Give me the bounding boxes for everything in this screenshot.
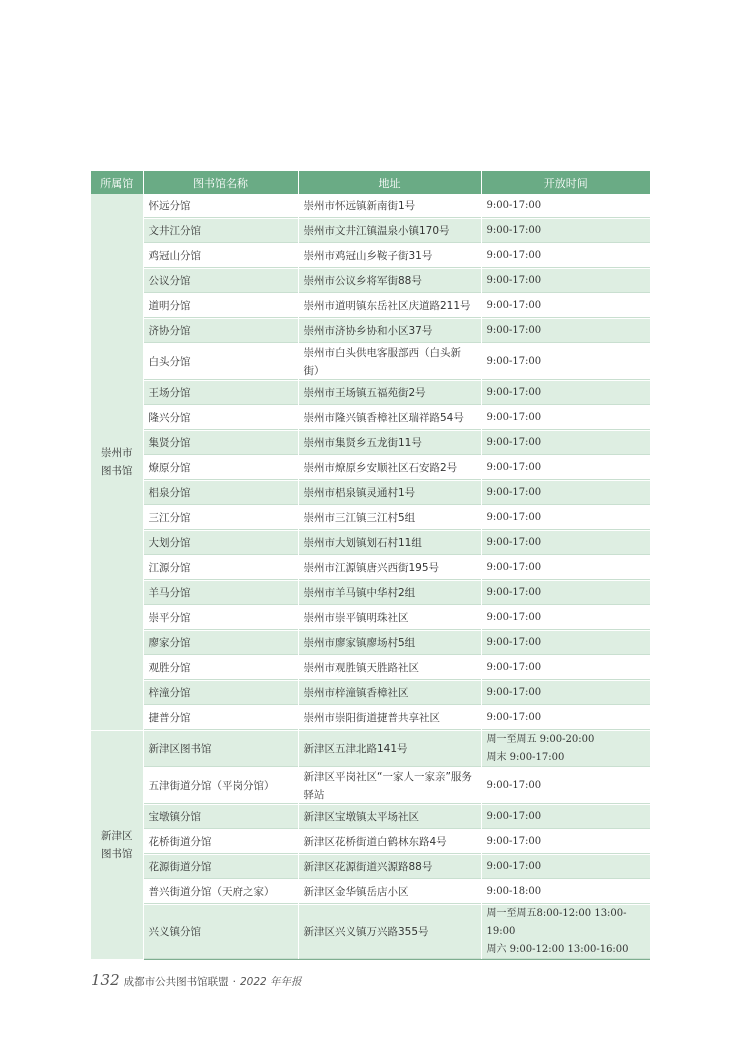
hours-cell: 9:00-17:00 — [481, 768, 650, 805]
address-cell: 崇州市白头供电客服部西（白头新街） — [298, 344, 481, 381]
table-row — [91, 768, 650, 805]
address-cell: 崇州市江源镇唐兴西街195号 — [298, 556, 481, 581]
header-branch: 所属馆 — [91, 171, 143, 194]
address-cell: 崇州市公议乡将军街88号 — [298, 269, 481, 294]
table-row — [91, 731, 650, 768]
hours-cell: 9:00-17:00 — [481, 194, 650, 219]
page-number: 132 — [91, 971, 120, 989]
hours-cell: 周一至周五8:00-12:00 13:00-19:00 周六 9:00-12:00 13:00-16:00 — [481, 905, 650, 960]
table-row — [91, 855, 650, 880]
year-report: 2022 年年报 — [239, 976, 302, 988]
table-row — [91, 681, 650, 706]
address-cell: 崇州市隆兴镇香樟社区瑞祥路54号 — [298, 406, 481, 431]
table-header-row — [91, 171, 650, 194]
library-name-cell: 宝墩镇分馆 — [143, 805, 298, 830]
hours-cell: 9:00-17:00 — [481, 656, 650, 681]
header-address: 地址 — [298, 171, 481, 194]
library-name-cell: 崇平分馆 — [143, 606, 298, 631]
table-row — [91, 294, 650, 319]
library-name-cell: 观胜分馆 — [143, 656, 298, 681]
library-name-cell: 济协分馆 — [143, 319, 298, 344]
table-row — [91, 606, 650, 631]
library-name-cell: 道明分馆 — [143, 294, 298, 319]
table-row — [91, 406, 650, 431]
header-library-name: 图书馆名称 — [143, 171, 298, 194]
hours-cell: 9:00-17:00 — [481, 319, 650, 344]
table-row — [91, 531, 650, 556]
address-cell: 崇州市观胜镇天胜路社区 — [298, 656, 481, 681]
branch-cell: 崇州市 图书馆 — [91, 194, 143, 731]
footer-separator: · — [232, 976, 236, 988]
address-cell: 新津区花桥街道白鹤林东路4号 — [298, 830, 481, 855]
library-table — [91, 171, 650, 960]
hours-cell: 9:00-17:00 — [481, 606, 650, 631]
address-cell: 新津区宝墩镇太平场社区 — [298, 805, 481, 830]
address-cell: 新津区花源街道兴源路88号 — [298, 855, 481, 880]
hours-cell: 9:00-17:00 — [481, 506, 650, 531]
hours-cell: 9:00-17:00 — [481, 581, 650, 606]
table-row — [91, 344, 650, 381]
hours-cell: 9:00-18:00 — [481, 880, 650, 905]
table-row — [91, 905, 650, 960]
table-row — [91, 805, 650, 830]
hours-cell: 9:00-17:00 — [481, 406, 650, 431]
table-row — [91, 381, 650, 406]
page-footer — [91, 971, 302, 989]
address-cell: 崇州市梠泉镇灵通村1号 — [298, 481, 481, 506]
address-cell: 崇州市王场镇五福苑街2号 — [298, 381, 481, 406]
library-name-cell: 公议分馆 — [143, 269, 298, 294]
library-name-cell: 王场分馆 — [143, 381, 298, 406]
library-name-cell: 文井江分馆 — [143, 219, 298, 244]
hours-cell: 9:00-17:00 — [481, 531, 650, 556]
address-cell: 崇州市廖家镇廖场村5组 — [298, 631, 481, 656]
library-name-cell: 新津区图书馆 — [143, 731, 298, 768]
library-name-cell: 兴义镇分馆 — [143, 905, 298, 960]
hours-cell: 9:00-17:00 — [481, 556, 650, 581]
table-row — [91, 880, 650, 905]
address-cell: 新津区平岗社区“一家人一家亲”服务驿站 — [298, 768, 481, 805]
hours-cell: 周一至周五 9:00-20:00 周末 9:00-17:00 — [481, 731, 650, 768]
library-name-cell: 花桥街道分馆 — [143, 830, 298, 855]
library-name-cell: 羊马分馆 — [143, 581, 298, 606]
table-row — [91, 456, 650, 481]
hours-cell: 9:00-17:00 — [481, 855, 650, 880]
library-name-cell: 白头分馆 — [143, 344, 298, 381]
table-row — [91, 506, 650, 531]
table-body — [91, 194, 650, 960]
hours-cell: 9:00-17:00 — [481, 294, 650, 319]
address-cell: 崇州市燎原乡安顺社区石安路2号 — [298, 456, 481, 481]
hours-cell: 9:00-17:00 — [481, 706, 650, 731]
hours-cell: 9:00-17:00 — [481, 344, 650, 381]
library-name-cell: 梓潼分馆 — [143, 681, 298, 706]
address-cell: 崇州市集贤乡五龙街11号 — [298, 431, 481, 456]
address-cell: 新津区兴义镇万兴路355号 — [298, 905, 481, 960]
hours-cell: 9:00-17:00 — [481, 805, 650, 830]
table-row — [91, 319, 650, 344]
hours-cell: 9:00-17:00 — [481, 631, 650, 656]
library-name-cell: 隆兴分馆 — [143, 406, 298, 431]
library-name-cell: 花源街道分馆 — [143, 855, 298, 880]
library-name-cell: 江源分馆 — [143, 556, 298, 581]
hours-cell: 9:00-17:00 — [481, 830, 650, 855]
address-cell: 崇州市三江镇三江村5组 — [298, 506, 481, 531]
hours-cell: 9:00-17:00 — [481, 481, 650, 506]
hours-cell: 9:00-17:00 — [481, 219, 650, 244]
publication-name: 成都市公共图书馆联盟 — [123, 976, 229, 988]
library-name-cell: 捷普分馆 — [143, 706, 298, 731]
branch-cell: 新津区 图书馆 — [91, 731, 143, 960]
table-row — [91, 244, 650, 269]
table-row — [91, 481, 650, 506]
library-name-cell: 五津街道分馆（平岗分馆） — [143, 768, 298, 805]
table-row — [91, 656, 650, 681]
hours-cell: 9:00-17:00 — [481, 456, 650, 481]
library-name-cell: 梠泉分馆 — [143, 481, 298, 506]
address-cell: 崇州市崇阳街道捷普共享社区 — [298, 706, 481, 731]
library-name-cell: 廖家分馆 — [143, 631, 298, 656]
address-cell: 崇州市羊马镇中华村2组 — [298, 581, 481, 606]
address-cell: 崇州市梓潼镇香樟社区 — [298, 681, 481, 706]
header-opening-hours: 开放时间 — [481, 171, 650, 194]
table-row — [91, 631, 650, 656]
address-cell: 崇州市崇平镇明珠社区 — [298, 606, 481, 631]
hours-cell: 9:00-17:00 — [481, 431, 650, 456]
library-name-cell: 燎原分馆 — [143, 456, 298, 481]
address-cell: 崇州市怀远镇新南街1号 — [298, 194, 481, 219]
table-row — [91, 219, 650, 244]
table-row — [91, 706, 650, 731]
address-cell: 新津区五津北路141号 — [298, 731, 481, 768]
table-row — [91, 269, 650, 294]
library-name-cell: 普兴街道分馆（天府之家） — [143, 880, 298, 905]
library-name-cell: 鸡冠山分馆 — [143, 244, 298, 269]
hours-cell: 9:00-17:00 — [481, 269, 650, 294]
library-name-cell: 三江分馆 — [143, 506, 298, 531]
address-cell: 崇州市文井江镇温泉小镇170号 — [298, 219, 481, 244]
table-row — [91, 556, 650, 581]
table-row — [91, 194, 650, 219]
table-row — [91, 431, 650, 456]
address-cell: 新津区金华镇岳店小区 — [298, 880, 481, 905]
address-cell: 崇州市鸡冠山乡鞍子街31号 — [298, 244, 481, 269]
hours-cell: 9:00-17:00 — [481, 244, 650, 269]
address-cell: 崇州市大划镇划石村11组 — [298, 531, 481, 556]
library-name-cell: 集贤分馆 — [143, 431, 298, 456]
table-row — [91, 581, 650, 606]
address-cell: 崇州市济协乡协和小区37号 — [298, 319, 481, 344]
table-row — [91, 830, 650, 855]
hours-cell: 9:00-17:00 — [481, 381, 650, 406]
library-name-cell: 大划分馆 — [143, 531, 298, 556]
hours-cell: 9:00-17:00 — [481, 681, 650, 706]
library-name-cell: 怀远分馆 — [143, 194, 298, 219]
address-cell: 崇州市道明镇东岳社区庆道路211号 — [298, 294, 481, 319]
